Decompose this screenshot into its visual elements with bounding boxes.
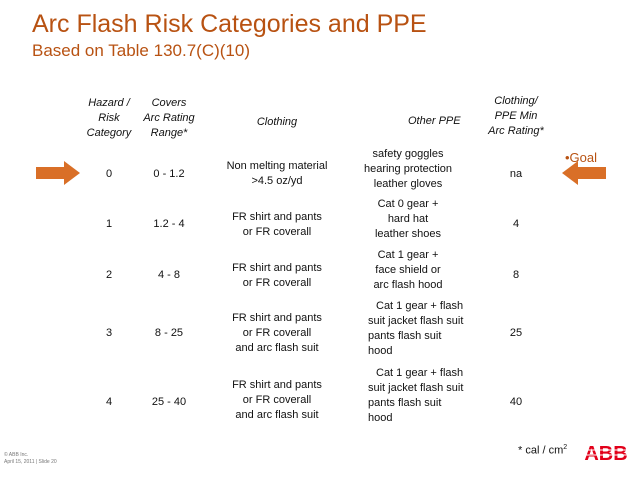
row-0-category: 0: [105, 168, 113, 180]
row-2-other-ppe: Cat 1 gear + face shield or arc flash hood: [373, 249, 443, 291]
svg-text:ABB: ABB: [584, 443, 628, 463]
row-3-other-ppe: Cat 1 gear + flash suit jacket flash suit pants flash suit hood: [368, 300, 464, 357]
header-arc-rating-range: Covers Arc Rating Range*: [143, 97, 195, 139]
row-2-category: 2: [105, 269, 113, 281]
footnote: * cal / $cm^2$: [518, 444, 568, 457]
header-other-ppe: Other PPE: [408, 115, 461, 127]
slide-subtitle: Based on Table 130.7(C)(10): [32, 41, 250, 60]
row-3-min-rating: 25: [509, 327, 523, 339]
row-4-range: 25 - 40: [151, 396, 187, 408]
row-2-clothing: FR shirt and pants or FR coverall: [232, 262, 322, 289]
header-min-arc-rating: Clothing/ PPE Min Arc Rating*: [488, 95, 544, 137]
row-3-category: 3: [105, 327, 113, 339]
goal-label: •Goal: [565, 150, 598, 165]
row-3-clothing: FR shirt and pants or FR coverall and arc flash suit: [232, 312, 322, 354]
row-4-min-rating: 40: [509, 396, 523, 408]
row-4-category: 4: [105, 396, 113, 408]
row-1-range: 1.2 - 4: [153, 218, 185, 230]
row-0-other-ppe: safety goggles hearing protection leather gloves: [363, 148, 453, 190]
row-0-range: 0 - 1.2: [153, 168, 185, 180]
row-3-range: 8 - 25: [154, 327, 184, 339]
slide-title: Arc Flash Risk Categories and PPE: [32, 10, 427, 38]
abb-logo: [580, 443, 632, 463]
copyright: © ABB Inc. April 15, 2011 | Slide 20: [4, 452, 57, 465]
row-4-clothing: FR shirt and pants or FR coverall and arc flash suit: [232, 379, 322, 421]
right-arrow-icon: [36, 161, 80, 185]
header-hazard-category: Hazard / Risk Category: [86, 97, 132, 139]
row-4-other-ppe: Cat 1 gear + flash suit jacket flash suit pants flash suit hood: [368, 367, 464, 424]
row-0-min-rating: na: [509, 168, 523, 180]
row-2-min-rating: 8: [512, 269, 520, 281]
row-1-min-rating: 4: [512, 218, 520, 230]
row-1-clothing: FR shirt and pants or FR coverall: [232, 211, 322, 238]
row-1-category: 1: [105, 218, 113, 230]
row-0-clothing: Non melting material >4.5 oz/yd: [226, 160, 328, 187]
row-1-other-ppe: Cat 0 gear + hard hat leather shoes: [374, 198, 442, 240]
row-2-range: 4 - 8: [157, 269, 180, 281]
header-clothing: Clothing: [256, 116, 298, 128]
